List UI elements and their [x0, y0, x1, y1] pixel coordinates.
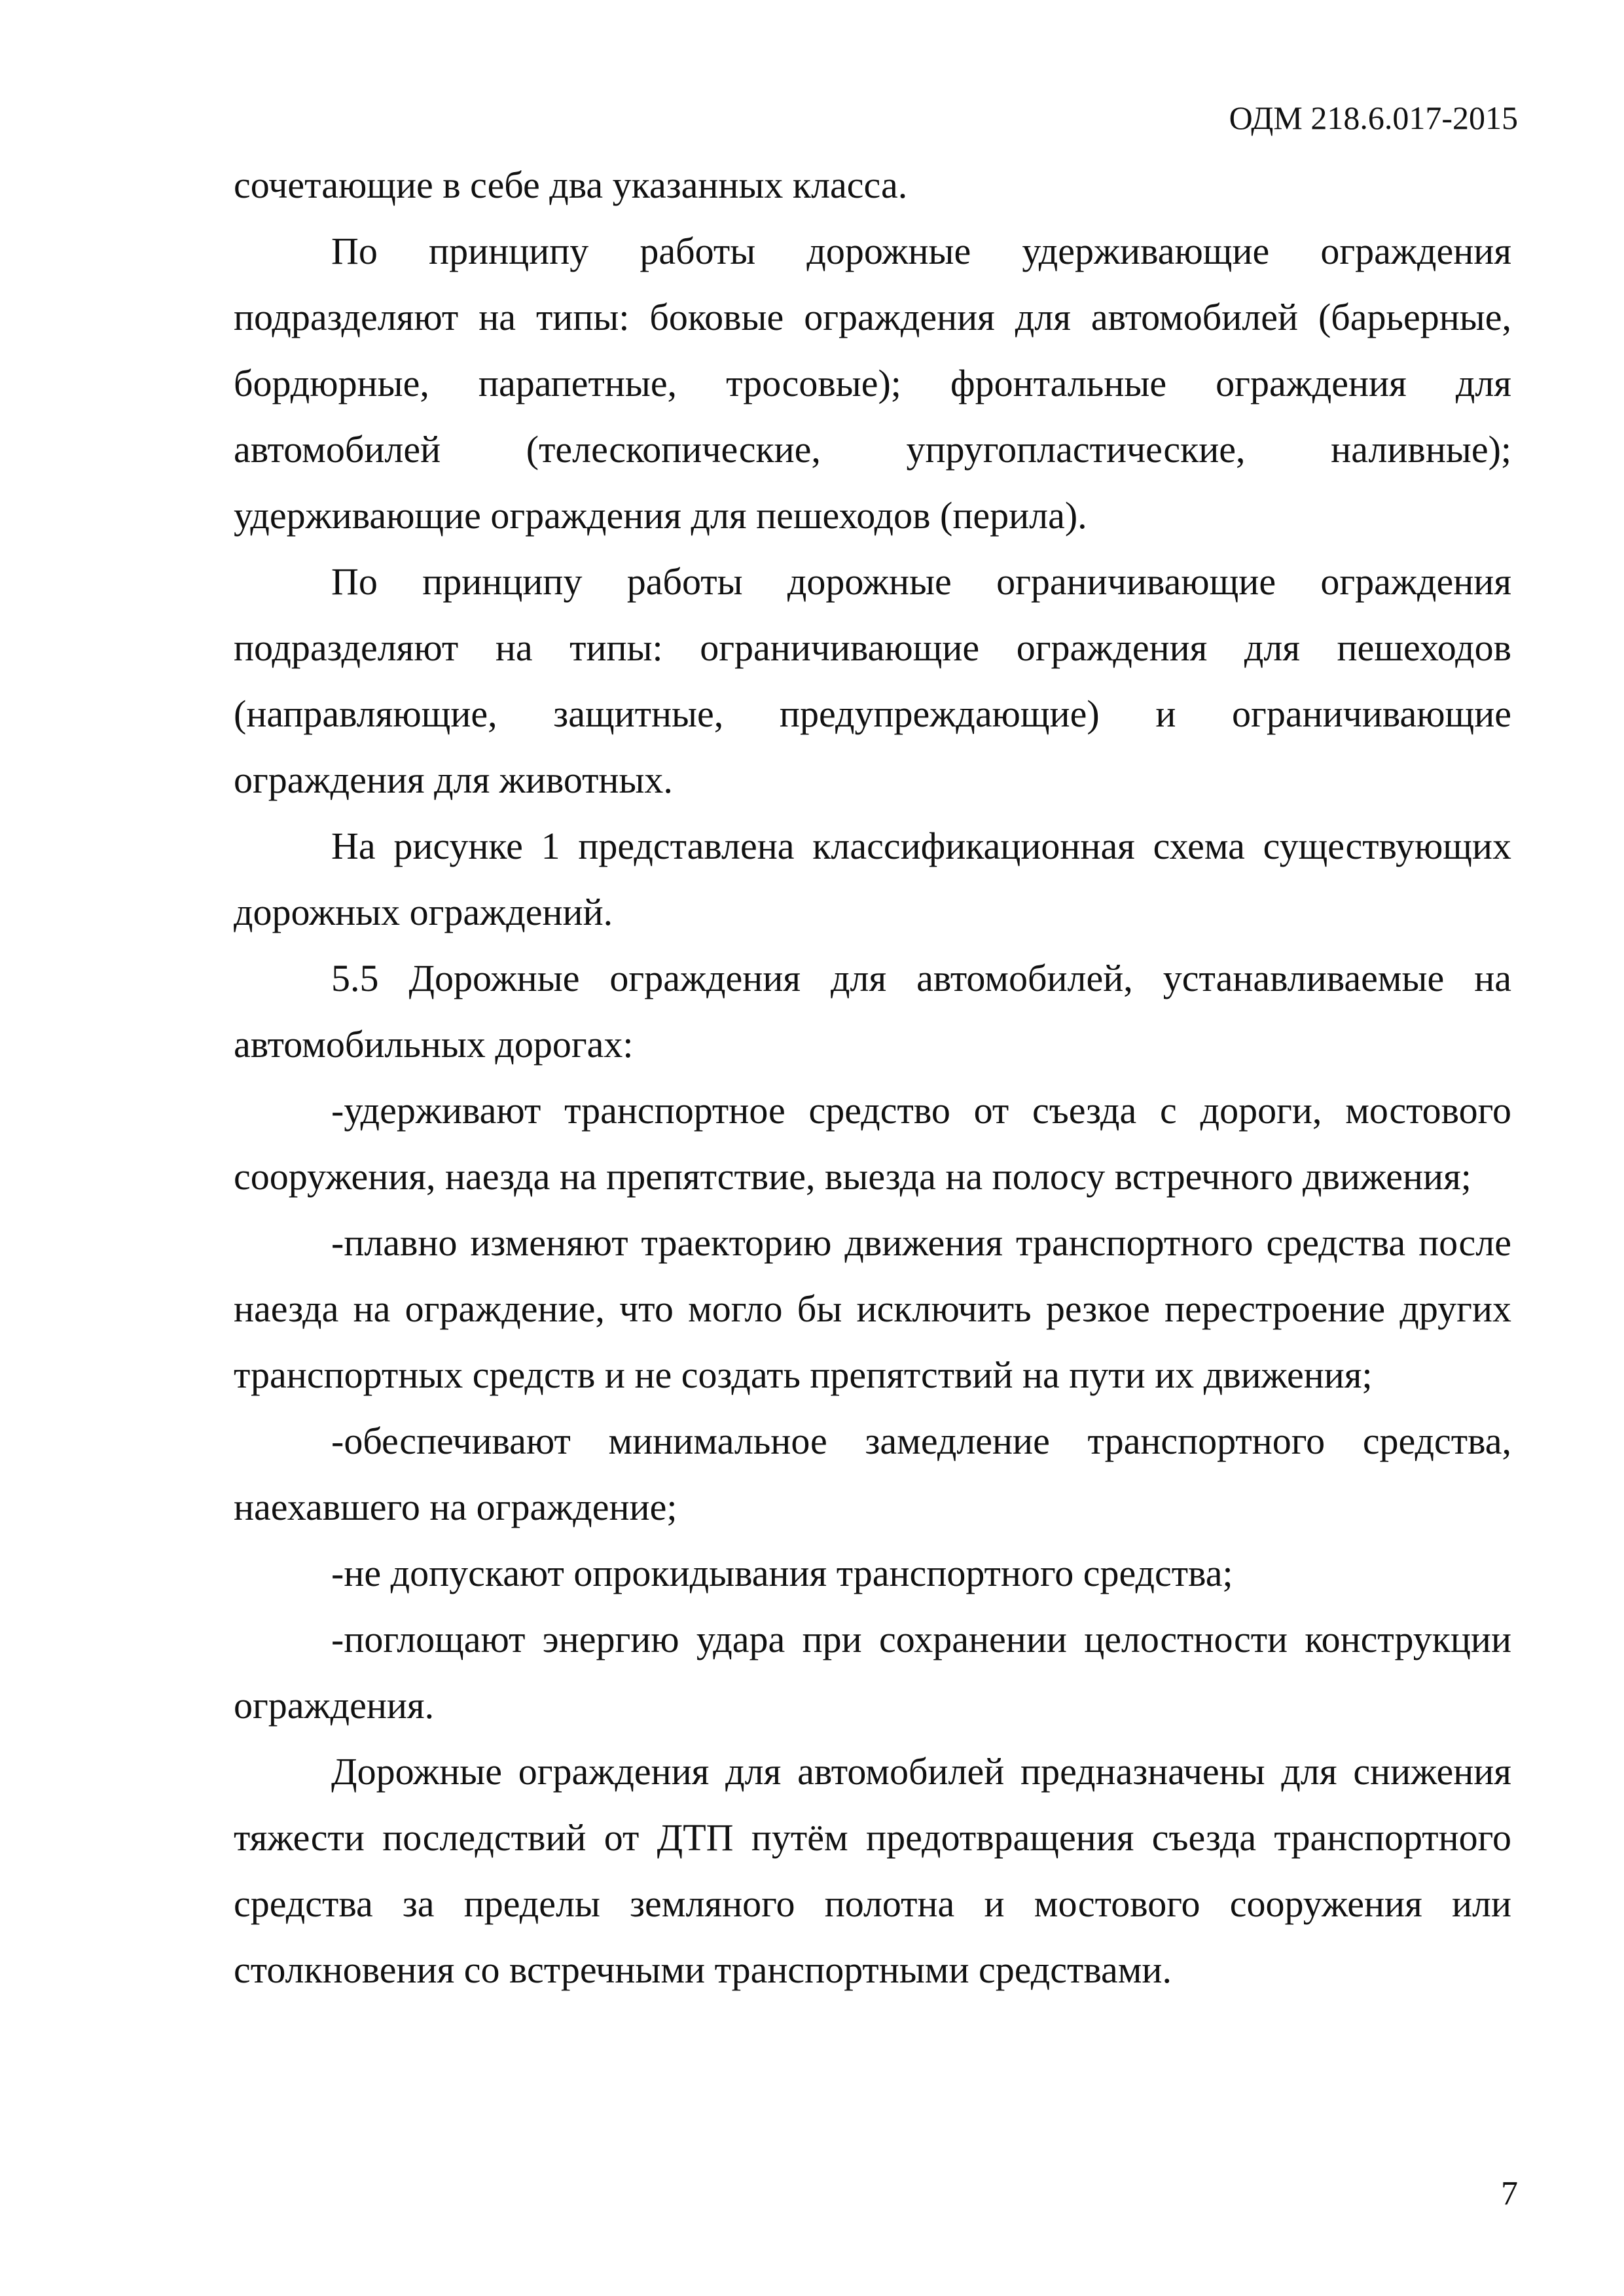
list-item: -удерживают транспортное средство от съезда с дороги, мостового сооружения, наезда на препятствие, выезда на полосу встречного движения;: [234, 1089, 1511, 1198]
paragraph-continuation: сочетающие в себе два указанных класса.: [234, 164, 908, 206]
paragraph-section-5-5: 5.5 Дорожные ограждения для автомобилей, устанавливаемые на автомобильных дорогах:: [234, 957, 1511, 1066]
paragraph-limiting-barriers: По принципу работы дорожные ограничивающие ограждения подразделяют на типы: ограничивающие ограждения для пешеходов (направляющие, защитные, предупреждающие) и ограничивающие ограждения для животных.: [234, 560, 1511, 801]
document-code: ОДМ 218.6.017-2015: [1229, 99, 1518, 136]
body-text: [234, 152, 1511, 2003]
list-item: -обеспечивают минимальное замедление транспортного средства, наехавшего на ограждение;: [234, 1420, 1511, 1528]
list-item: -не допускают опрокидывания транспортного средства;: [331, 1552, 1233, 1594]
list-item: -плавно изменяют траекторию движения транспортного средства после наезда на ограждение, что могло бы исключить резкое перестроение других транспортных средств и не создать препятствий на пути их движения;: [234, 1221, 1511, 1396]
paragraph-restraining-barriers: По принципу работы дорожные удерживающие ограждения подразделяют на типы: боковые ограждения для автомобилей (барьерные, бордюрные, парапетные, тросовые); фронтальные ограждения для автомобилей (телескопические, упругопластические, наливные); удерживающие ограждения для пешеходов (перила).: [234, 230, 1511, 537]
list-item: -поглощают энергию удара при сохранении целостности конструкции ограждения.: [234, 1618, 1511, 1727]
paragraph-figure-reference: На рисунке 1 представлена классификационная схема существующих дорожных ограждений.: [234, 825, 1511, 933]
page-number: 7: [1501, 2175, 1518, 2212]
paragraph-purpose: Дорожные ограждения для автомобилей предназначены для снижения тяжести последствий от ДТП путём предотвращения съезда транспортного средства за пределы земляного полотна и мостового сооружения или столкновения со встречными транспортными средствами.: [234, 1750, 1511, 1991]
